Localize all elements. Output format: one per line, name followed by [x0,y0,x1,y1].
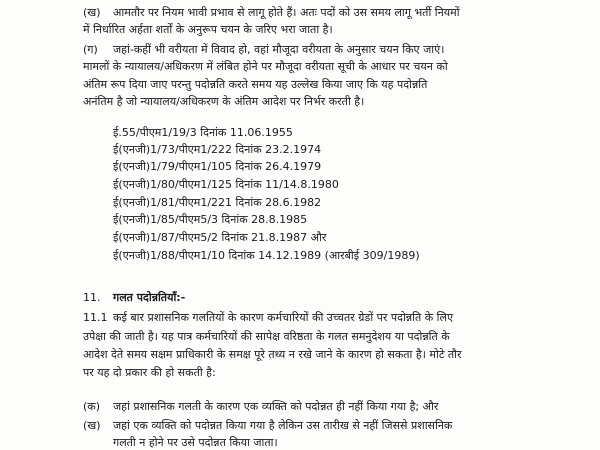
paragraph-number: 11.1 [83,311,108,324]
paragraph-line-4: पर यह दो प्रकार की हो सकती है: [83,366,216,379]
paragraph-line-2: उपेक्षा की जाती है। यह पात्र कर्मचारियों की सापेक्ष वरिष्ठता के गलत समनुदेशय या पदोन्नति के [83,330,450,343]
reference-line: ई(एनजी)1/87/पीएम5/2 दिनांक 21.8.1987 और [113,231,327,244]
clause-kha-line-2: में निर्धारित अर्हता शर्तों के अनुरूप चयन के जरिए भरा जाता है। [83,23,333,36]
section-heading: गलत पदोन्नतियाँ:- [113,291,186,304]
clause-kha-bottom-line-1: जहां एक व्यक्ति को पदोन्नत किया गया है लेकिन उस तारीख से नहीं जिससे प्रशासनिक [113,419,453,432]
clause-ga-line-3: अंतिम रूप दिया जाए परन्तु पदोन्नति करते समय यह उल्लेख किया जाए कि यह पदोन्नति [83,78,428,91]
reference-line: ई(एनजी)1/80/पीएम1/125 दिनांक 11/14.8.1980 [113,178,339,191]
reference-line: ई(एनजी)1/88/पीएम1/10 दिनांक 14.12.1989 (आरबीई 309/1989) [113,249,420,262]
paragraph-line-3: आदेश देते समय सक्षम प्राधिकारी के समक्ष पूरे तथ्य न रखे जाने के कारण हो सकता है। मोटे तौर [83,348,462,361]
clause-ga-line-4: अनंतिम है जो न्यायालय/अधिकरण के अंतिम आदेश पर निर्भर करती है। [83,95,365,108]
reference-line: ई(एनजी)1/81/पीएम1/221 दिनांक 28.6.1982 [113,196,322,209]
reference-line: ई(एनजी)1/79/पीएम1/105 दिनांक 26.4.1979 [113,160,322,173]
clause-marker-kha-bottom: (ख) [83,419,101,432]
clause-marker-ga: (ग) [83,43,98,56]
reference-line: ई.55/पीएम1/19/3 दिनांक 11.06.1955 [113,126,293,139]
clause-kha-line-1: आमतौर पर नियम भावी प्रभाव से लागू होते हैं। अतः पदों को उस समय लागू भर्ती नियमों [113,6,460,19]
reference-line: ई(एनजी)1/85/पीएम5/3 दिनांक 28.8.1985 [113,213,308,226]
section-number: 11. [83,291,101,304]
reference-line: ई(एनजी)1/73/पीएम1/222 दिनांक 23.2.1974 [113,143,322,156]
clause-kha-bottom-line-2: गलती न होने पर उसे पदोन्नत किया जाता। [113,436,278,449]
clause-marker-ka: (क) [83,400,101,413]
clause-ka-text: जहां प्रशासनिक गलती के कारण एक व्यक्ति को पदोन्नत ही नहीं किया गया है; और [113,400,439,413]
paragraph-line-1: कई बार प्रशासनिक गलतियों के कारण कर्मचारियों की उच्चतर ग्रेडों पर पदोन्नति के लिए [113,311,454,324]
clause-ga-line-2: मामलों के न्यायालय/अधिकरण में लंबित होने पर मौजूदा वरीयता सूची के आधार पर चयन को [83,60,448,73]
clause-ga-line-1: जहां-कहीं भी वरीयता में विवाद हो, वहां मौजूदा वरीयता के अनुसार चयन किए जाएं। [113,43,445,56]
clause-marker-kha: (ख) [83,6,101,19]
